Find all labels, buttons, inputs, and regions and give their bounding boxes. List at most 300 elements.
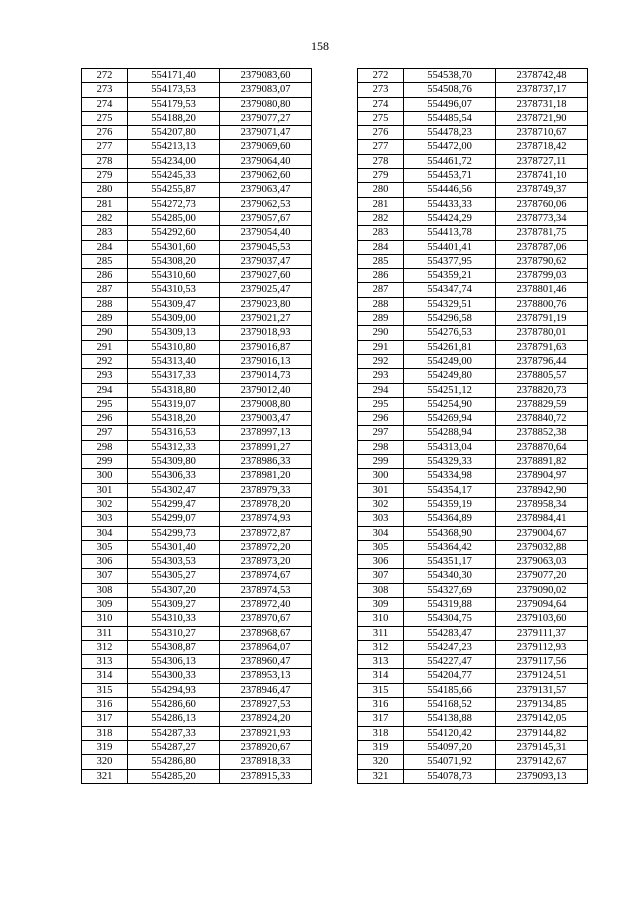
left-x-coordinate-cell: 554305,27	[128, 569, 220, 583]
right-x-coordinate-cell: 554334,98	[404, 469, 496, 483]
right-x-coordinate-cell: 554508,76	[404, 83, 496, 97]
left-point-number-cell: 277	[82, 140, 128, 154]
left-x-coordinate-cell: 554286,80	[128, 755, 220, 769]
right-point-number-cell: 285	[358, 254, 404, 268]
left-point-number-cell: 318	[82, 726, 128, 740]
table-row	[82, 197, 588, 211]
right-x-coordinate-cell: 554168,52	[404, 698, 496, 712]
left-y-coordinate-cell: 2379069,60	[220, 140, 312, 154]
right-x-coordinate-cell: 554329,33	[404, 455, 496, 469]
left-y-coordinate-cell: 2378991,27	[220, 440, 312, 454]
left-point-number-cell: 308	[82, 583, 128, 597]
table-row	[82, 269, 588, 283]
column-gap	[312, 326, 358, 340]
left-x-coordinate-cell: 554299,73	[128, 526, 220, 540]
column-gap	[312, 483, 358, 497]
left-point-number-cell: 274	[82, 97, 128, 111]
right-y-coordinate-cell: 2378718,42	[496, 140, 588, 154]
table-row	[82, 497, 588, 511]
right-point-number-cell: 289	[358, 312, 404, 326]
table-row	[82, 583, 588, 597]
table-row	[82, 712, 588, 726]
right-y-coordinate-cell: 2379117,56	[496, 655, 588, 669]
right-x-coordinate-cell: 554364,89	[404, 512, 496, 526]
left-point-number-cell: 291	[82, 340, 128, 354]
left-y-coordinate-cell: 2378986,33	[220, 455, 312, 469]
column-gap	[312, 726, 358, 740]
column-gap	[312, 111, 358, 125]
left-x-coordinate-cell: 554188,20	[128, 111, 220, 125]
table-row	[82, 326, 588, 340]
left-y-coordinate-cell: 2379014,73	[220, 369, 312, 383]
right-point-number-cell: 316	[358, 698, 404, 712]
left-y-coordinate-cell: 2379008,80	[220, 397, 312, 411]
right-x-coordinate-cell: 554377,95	[404, 254, 496, 268]
left-point-number-cell: 297	[82, 426, 128, 440]
left-point-number-cell: 301	[82, 483, 128, 497]
table-row	[82, 154, 588, 168]
table-row	[82, 540, 588, 554]
table-row	[82, 512, 588, 526]
right-y-coordinate-cell: 2379103,60	[496, 612, 588, 626]
page-number: 158	[311, 39, 329, 53]
right-x-coordinate-cell: 554461,72	[404, 154, 496, 168]
left-y-coordinate-cell: 2379037,47	[220, 254, 312, 268]
right-y-coordinate-cell: 2379124,51	[496, 669, 588, 683]
right-point-number-cell: 301	[358, 483, 404, 497]
right-point-number-cell: 282	[358, 211, 404, 225]
table-row	[82, 755, 588, 769]
right-point-number-cell: 283	[358, 226, 404, 240]
left-point-number-cell: 294	[82, 383, 128, 397]
left-point-number-cell: 272	[82, 69, 128, 83]
table-row	[82, 397, 588, 411]
right-point-number-cell: 302	[358, 497, 404, 511]
left-point-number-cell: 314	[82, 669, 128, 683]
left-y-coordinate-cell: 2378978,20	[220, 497, 312, 511]
right-x-coordinate-cell: 554227,47	[404, 655, 496, 669]
table-row	[82, 769, 588, 783]
table-row	[82, 669, 588, 683]
left-point-number-cell: 280	[82, 183, 128, 197]
right-x-coordinate-cell: 554472,00	[404, 140, 496, 154]
column-gap	[312, 69, 358, 83]
right-y-coordinate-cell: 2378737,17	[496, 83, 588, 97]
right-point-number-cell: 317	[358, 712, 404, 726]
right-y-coordinate-cell: 2379093,13	[496, 769, 588, 783]
column-gap	[312, 154, 358, 168]
right-x-coordinate-cell: 554078,73	[404, 769, 496, 783]
table-row	[82, 740, 588, 754]
right-y-coordinate-cell: 2378787,06	[496, 240, 588, 254]
right-y-coordinate-cell: 2378721,90	[496, 111, 588, 125]
table-row	[82, 140, 588, 154]
left-point-number-cell: 293	[82, 369, 128, 383]
left-x-coordinate-cell: 554309,00	[128, 312, 220, 326]
column-gap	[312, 669, 358, 683]
left-y-coordinate-cell: 2379003,47	[220, 412, 312, 426]
left-y-coordinate-cell: 2379083,60	[220, 69, 312, 83]
table-row	[82, 83, 588, 97]
right-point-number-cell: 315	[358, 683, 404, 697]
left-y-coordinate-cell: 2378972,87	[220, 526, 312, 540]
column-gap	[312, 183, 358, 197]
left-point-number-cell: 313	[82, 655, 128, 669]
left-point-number-cell: 289	[82, 312, 128, 326]
right-point-number-cell: 280	[358, 183, 404, 197]
right-point-number-cell: 310	[358, 612, 404, 626]
left-y-coordinate-cell: 2378974,93	[220, 512, 312, 526]
left-y-coordinate-cell: 2379080,80	[220, 97, 312, 111]
right-point-number-cell: 281	[358, 197, 404, 211]
left-point-number-cell: 319	[82, 740, 128, 754]
left-point-number-cell: 315	[82, 683, 128, 697]
right-x-coordinate-cell: 554247,23	[404, 640, 496, 654]
right-y-coordinate-cell: 2378820,73	[496, 383, 588, 397]
left-x-coordinate-cell: 554308,87	[128, 640, 220, 654]
right-x-coordinate-cell: 554424,29	[404, 211, 496, 225]
left-x-coordinate-cell: 554307,20	[128, 583, 220, 597]
right-point-number-cell: 304	[358, 526, 404, 540]
table-row	[82, 483, 588, 497]
table-row	[82, 226, 588, 240]
right-y-coordinate-cell: 2379094,64	[496, 597, 588, 611]
right-x-coordinate-cell: 554251,12	[404, 383, 496, 397]
right-point-number-cell: 288	[358, 297, 404, 311]
left-y-coordinate-cell: 2378997,13	[220, 426, 312, 440]
left-x-coordinate-cell: 554301,40	[128, 540, 220, 554]
coordinates-table	[81, 68, 588, 784]
table-row	[82, 569, 588, 583]
column-gap	[312, 312, 358, 326]
left-point-number-cell: 311	[82, 626, 128, 640]
right-x-coordinate-cell: 554254,90	[404, 397, 496, 411]
left-x-coordinate-cell: 554286,13	[128, 712, 220, 726]
right-point-number-cell: 293	[358, 369, 404, 383]
table-row	[82, 526, 588, 540]
right-x-coordinate-cell: 554453,71	[404, 169, 496, 183]
left-y-coordinate-cell: 2379063,47	[220, 183, 312, 197]
right-point-number-cell: 318	[358, 726, 404, 740]
table-row	[82, 383, 588, 397]
right-point-number-cell: 279	[358, 169, 404, 183]
left-x-coordinate-cell: 554173,53	[128, 83, 220, 97]
column-gap	[312, 655, 358, 669]
left-x-coordinate-cell: 554308,20	[128, 254, 220, 268]
left-y-coordinate-cell: 2378921,93	[220, 726, 312, 740]
left-x-coordinate-cell: 554294,93	[128, 683, 220, 697]
left-point-number-cell: 304	[82, 526, 128, 540]
right-y-coordinate-cell: 2378742,48	[496, 69, 588, 83]
left-point-number-cell: 276	[82, 126, 128, 140]
left-y-coordinate-cell: 2378970,67	[220, 612, 312, 626]
left-x-coordinate-cell: 554255,87	[128, 183, 220, 197]
left-x-coordinate-cell: 554207,80	[128, 126, 220, 140]
right-y-coordinate-cell: 2379004,67	[496, 526, 588, 540]
left-y-coordinate-cell: 2378972,40	[220, 597, 312, 611]
left-y-coordinate-cell: 2379016,13	[220, 354, 312, 368]
left-y-coordinate-cell: 2379077,27	[220, 111, 312, 125]
left-x-coordinate-cell: 554302,47	[128, 483, 220, 497]
right-y-coordinate-cell: 2378773,34	[496, 211, 588, 225]
column-gap	[312, 140, 358, 154]
table-row	[82, 111, 588, 125]
left-y-coordinate-cell: 2378946,47	[220, 683, 312, 697]
column-gap	[312, 197, 358, 211]
right-point-number-cell: 292	[358, 354, 404, 368]
left-point-number-cell: 302	[82, 497, 128, 511]
right-point-number-cell: 284	[358, 240, 404, 254]
left-point-number-cell: 292	[82, 354, 128, 368]
right-y-coordinate-cell: 2378799,03	[496, 269, 588, 283]
column-gap	[312, 640, 358, 654]
left-x-coordinate-cell: 554317,33	[128, 369, 220, 383]
right-point-number-cell: 297	[358, 426, 404, 440]
column-gap	[312, 583, 358, 597]
left-x-coordinate-cell: 554310,27	[128, 626, 220, 640]
right-y-coordinate-cell: 2378904,97	[496, 469, 588, 483]
left-point-number-cell: 321	[82, 769, 128, 783]
left-y-coordinate-cell: 2378974,67	[220, 569, 312, 583]
column-gap	[312, 83, 358, 97]
left-y-coordinate-cell: 2379023,80	[220, 297, 312, 311]
left-point-number-cell: 320	[82, 755, 128, 769]
left-point-number-cell: 303	[82, 512, 128, 526]
right-x-coordinate-cell: 554120,42	[404, 726, 496, 740]
left-x-coordinate-cell: 554309,27	[128, 597, 220, 611]
left-y-coordinate-cell: 2379012,40	[220, 383, 312, 397]
column-gap	[312, 126, 358, 140]
table-row	[82, 297, 588, 311]
left-point-number-cell: 299	[82, 455, 128, 469]
left-y-coordinate-cell: 2378953,13	[220, 669, 312, 683]
left-x-coordinate-cell: 554306,33	[128, 469, 220, 483]
left-x-coordinate-cell: 554285,00	[128, 211, 220, 225]
left-point-number-cell: 286	[82, 269, 128, 283]
left-y-coordinate-cell: 2379018,93	[220, 326, 312, 340]
table-row	[82, 126, 588, 140]
table-row	[82, 612, 588, 626]
right-y-coordinate-cell: 2378790,62	[496, 254, 588, 268]
column-gap	[312, 297, 358, 311]
left-x-coordinate-cell: 554306,13	[128, 655, 220, 669]
left-point-number-cell: 287	[82, 283, 128, 297]
right-y-coordinate-cell: 2378741,10	[496, 169, 588, 183]
left-point-number-cell: 310	[82, 612, 128, 626]
column-gap	[312, 597, 358, 611]
right-x-coordinate-cell: 554288,94	[404, 426, 496, 440]
left-x-coordinate-cell: 554318,80	[128, 383, 220, 397]
right-y-coordinate-cell: 2379145,31	[496, 740, 588, 754]
right-x-coordinate-cell: 554340,30	[404, 569, 496, 583]
table-row	[82, 469, 588, 483]
right-y-coordinate-cell: 2378870,64	[496, 440, 588, 454]
left-point-number-cell: 284	[82, 240, 128, 254]
left-y-coordinate-cell: 2379045,53	[220, 240, 312, 254]
coordinates-table-body	[82, 69, 588, 784]
right-y-coordinate-cell: 2378791,63	[496, 340, 588, 354]
left-x-coordinate-cell: 554292,60	[128, 226, 220, 240]
right-x-coordinate-cell: 554327,69	[404, 583, 496, 597]
right-point-number-cell: 276	[358, 126, 404, 140]
left-y-coordinate-cell: 2378972,20	[220, 540, 312, 554]
left-point-number-cell: 279	[82, 169, 128, 183]
left-x-coordinate-cell: 554287,27	[128, 740, 220, 754]
left-y-coordinate-cell: 2378918,33	[220, 755, 312, 769]
left-point-number-cell: 285	[82, 254, 128, 268]
right-y-coordinate-cell: 2378801,46	[496, 283, 588, 297]
right-y-coordinate-cell: 2379142,67	[496, 755, 588, 769]
right-y-coordinate-cell: 2378958,34	[496, 497, 588, 511]
left-x-coordinate-cell: 554272,73	[128, 197, 220, 211]
table-row	[82, 312, 588, 326]
left-x-coordinate-cell: 554309,80	[128, 455, 220, 469]
right-x-coordinate-cell: 554446,56	[404, 183, 496, 197]
left-point-number-cell: 300	[82, 469, 128, 483]
table-row	[82, 597, 588, 611]
left-y-coordinate-cell: 2378979,33	[220, 483, 312, 497]
left-y-coordinate-cell: 2378964,07	[220, 640, 312, 654]
left-x-coordinate-cell: 554299,47	[128, 497, 220, 511]
left-point-number-cell: 312	[82, 640, 128, 654]
right-x-coordinate-cell: 554185,66	[404, 683, 496, 697]
left-y-coordinate-cell: 2378920,67	[220, 740, 312, 754]
column-gap	[312, 569, 358, 583]
left-x-coordinate-cell: 554300,33	[128, 669, 220, 683]
right-point-number-cell: 299	[358, 455, 404, 469]
left-y-coordinate-cell: 2378927,53	[220, 698, 312, 712]
column-gap	[312, 540, 358, 554]
right-x-coordinate-cell: 554538,70	[404, 69, 496, 83]
right-point-number-cell: 278	[358, 154, 404, 168]
table-row	[82, 369, 588, 383]
right-y-coordinate-cell: 2378984,41	[496, 512, 588, 526]
right-y-coordinate-cell: 2378760,06	[496, 197, 588, 211]
column-gap	[312, 626, 358, 640]
right-y-coordinate-cell: 2378796,44	[496, 354, 588, 368]
right-y-coordinate-cell: 2378840,72	[496, 412, 588, 426]
table-row	[82, 97, 588, 111]
right-y-coordinate-cell: 2379063,03	[496, 555, 588, 569]
right-x-coordinate-cell: 554097,20	[404, 740, 496, 754]
column-gap	[312, 397, 358, 411]
left-y-coordinate-cell: 2378981,20	[220, 469, 312, 483]
left-point-number-cell: 316	[82, 698, 128, 712]
table-row	[82, 655, 588, 669]
left-x-coordinate-cell: 554245,33	[128, 169, 220, 183]
right-y-coordinate-cell: 2378781,75	[496, 226, 588, 240]
column-gap	[312, 683, 358, 697]
column-gap	[312, 755, 358, 769]
left-y-coordinate-cell: 2378915,33	[220, 769, 312, 783]
left-point-number-cell: 281	[82, 197, 128, 211]
right-y-coordinate-cell: 2378710,67	[496, 126, 588, 140]
left-x-coordinate-cell: 554301,60	[128, 240, 220, 254]
right-y-coordinate-cell: 2378891,82	[496, 455, 588, 469]
right-y-coordinate-cell: 2378780,01	[496, 326, 588, 340]
left-x-coordinate-cell: 554234,00	[128, 154, 220, 168]
column-gap	[312, 740, 358, 754]
left-y-coordinate-cell: 2378924,20	[220, 712, 312, 726]
left-point-number-cell: 307	[82, 569, 128, 583]
left-point-number-cell: 273	[82, 83, 128, 97]
column-gap	[312, 354, 358, 368]
left-y-coordinate-cell: 2379062,53	[220, 197, 312, 211]
left-point-number-cell: 296	[82, 412, 128, 426]
right-x-coordinate-cell: 554354,17	[404, 483, 496, 497]
right-x-coordinate-cell: 554364,42	[404, 540, 496, 554]
right-y-coordinate-cell: 2378791,19	[496, 312, 588, 326]
right-x-coordinate-cell: 554351,17	[404, 555, 496, 569]
right-point-number-cell: 308	[358, 583, 404, 597]
right-y-coordinate-cell: 2379077,20	[496, 569, 588, 583]
column-gap	[312, 555, 358, 569]
left-y-coordinate-cell: 2379057,67	[220, 211, 312, 225]
left-point-number-cell: 288	[82, 297, 128, 311]
right-y-coordinate-cell: 2379112,93	[496, 640, 588, 654]
column-gap	[312, 455, 358, 469]
left-point-number-cell: 317	[82, 712, 128, 726]
right-x-coordinate-cell: 554269,94	[404, 412, 496, 426]
right-y-coordinate-cell: 2378829,59	[496, 397, 588, 411]
right-point-number-cell: 287	[358, 283, 404, 297]
left-y-coordinate-cell: 2379021,27	[220, 312, 312, 326]
left-y-coordinate-cell: 2379064,40	[220, 154, 312, 168]
left-y-coordinate-cell: 2378960,47	[220, 655, 312, 669]
left-x-coordinate-cell: 554287,33	[128, 726, 220, 740]
right-x-coordinate-cell: 554401,41	[404, 240, 496, 254]
left-x-coordinate-cell: 554309,13	[128, 326, 220, 340]
right-y-coordinate-cell: 2379090,02	[496, 583, 588, 597]
table-row	[82, 626, 588, 640]
right-point-number-cell: 309	[358, 597, 404, 611]
right-x-coordinate-cell: 554296,58	[404, 312, 496, 326]
right-point-number-cell: 321	[358, 769, 404, 783]
table-row	[82, 354, 588, 368]
right-x-coordinate-cell: 554204,77	[404, 669, 496, 683]
column-gap	[312, 612, 358, 626]
right-y-coordinate-cell: 2379131,57	[496, 683, 588, 697]
left-x-coordinate-cell: 554319,07	[128, 397, 220, 411]
right-y-coordinate-cell: 2378727,11	[496, 154, 588, 168]
right-y-coordinate-cell: 2378942,90	[496, 483, 588, 497]
left-y-coordinate-cell: 2378973,20	[220, 555, 312, 569]
table-row	[82, 412, 588, 426]
right-x-coordinate-cell: 554329,51	[404, 297, 496, 311]
right-point-number-cell: 319	[358, 740, 404, 754]
right-x-coordinate-cell: 554347,74	[404, 283, 496, 297]
right-point-number-cell: 274	[358, 97, 404, 111]
left-y-coordinate-cell: 2379016,87	[220, 340, 312, 354]
left-x-coordinate-cell: 554171,40	[128, 69, 220, 83]
left-x-coordinate-cell: 554310,60	[128, 269, 220, 283]
left-point-number-cell: 305	[82, 540, 128, 554]
right-y-coordinate-cell: 2379144,82	[496, 726, 588, 740]
column-gap	[312, 698, 358, 712]
right-point-number-cell: 296	[358, 412, 404, 426]
left-y-coordinate-cell: 2379025,47	[220, 283, 312, 297]
table-row	[82, 726, 588, 740]
right-y-coordinate-cell: 2378800,76	[496, 297, 588, 311]
right-x-coordinate-cell: 554071,92	[404, 755, 496, 769]
column-gap	[312, 340, 358, 354]
left-y-coordinate-cell: 2379062,60	[220, 169, 312, 183]
left-x-coordinate-cell: 554309,47	[128, 297, 220, 311]
right-point-number-cell: 286	[358, 269, 404, 283]
left-point-number-cell: 309	[82, 597, 128, 611]
right-x-coordinate-cell: 554433,33	[404, 197, 496, 211]
table-row	[82, 340, 588, 354]
